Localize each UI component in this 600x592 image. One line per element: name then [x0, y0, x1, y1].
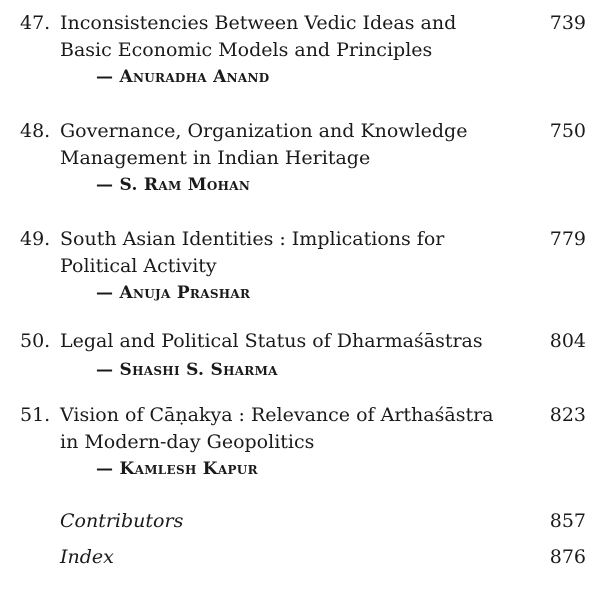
- entry-author: [96, 357, 278, 384]
- entry-number: 49.: [20, 228, 51, 250]
- entry-number: 50.: [20, 330, 51, 352]
- entry-title: [60, 328, 530, 355]
- entry-title: [60, 226, 530, 280]
- entry-title-line: Governance, Organization and Knowledge: [60, 120, 468, 142]
- entry-title-line: Legal and Political Status of Dharmaśāstras: [60, 330, 483, 352]
- entry-page-number: 804: [549, 330, 586, 352]
- entry-page-number: 739: [549, 12, 586, 34]
- entry-author-name: — Kamlesh Kapur: [96, 459, 258, 479]
- entry-title-line: Political Activity: [60, 255, 217, 277]
- entry-title-line: Vision of Cāṇakya : Relevance of Arthaśāstra: [60, 404, 494, 426]
- entry-author-name: — Shashi S. Sharma: [96, 360, 278, 380]
- entry-title-line: Inconsistencies Between Vedic Ideas and: [60, 12, 457, 34]
- entry-title-line: in Modern-day Geopolitics: [60, 431, 315, 453]
- toc-index-label: Index: [60, 546, 114, 568]
- entry-author: [96, 456, 258, 483]
- entry-title: [60, 10, 530, 64]
- entry-author-name: — Anuradha Anand: [96, 67, 270, 87]
- entry-author: [96, 64, 269, 91]
- entry-title: [60, 402, 530, 456]
- entry-page-number: 823: [549, 404, 586, 426]
- entry-author-name: — S. Ram Mohan: [96, 175, 251, 195]
- entry-number: 51.: [20, 404, 51, 426]
- entry-author: [96, 280, 250, 307]
- entry-author-name: — Anuja Prashar: [96, 283, 251, 303]
- entry-title-line: South Asian Identities : Implications for: [60, 228, 445, 250]
- toc-contributors-label: Contributors: [60, 510, 184, 532]
- entry-title: [60, 118, 530, 172]
- entry-title-line: Management in Indian Heritage: [60, 147, 371, 169]
- entry-number: 48.: [20, 120, 51, 142]
- entry-page-number: 779: [549, 228, 586, 250]
- entry-page-number: 750: [549, 120, 586, 142]
- entry-author: [96, 172, 250, 199]
- entry-title-line: Basic Economic Models and Principles: [60, 39, 433, 61]
- toc-index-page: 876: [549, 546, 586, 568]
- toc-contributors-page: 857: [549, 510, 586, 532]
- entry-number: 47.: [20, 12, 51, 34]
